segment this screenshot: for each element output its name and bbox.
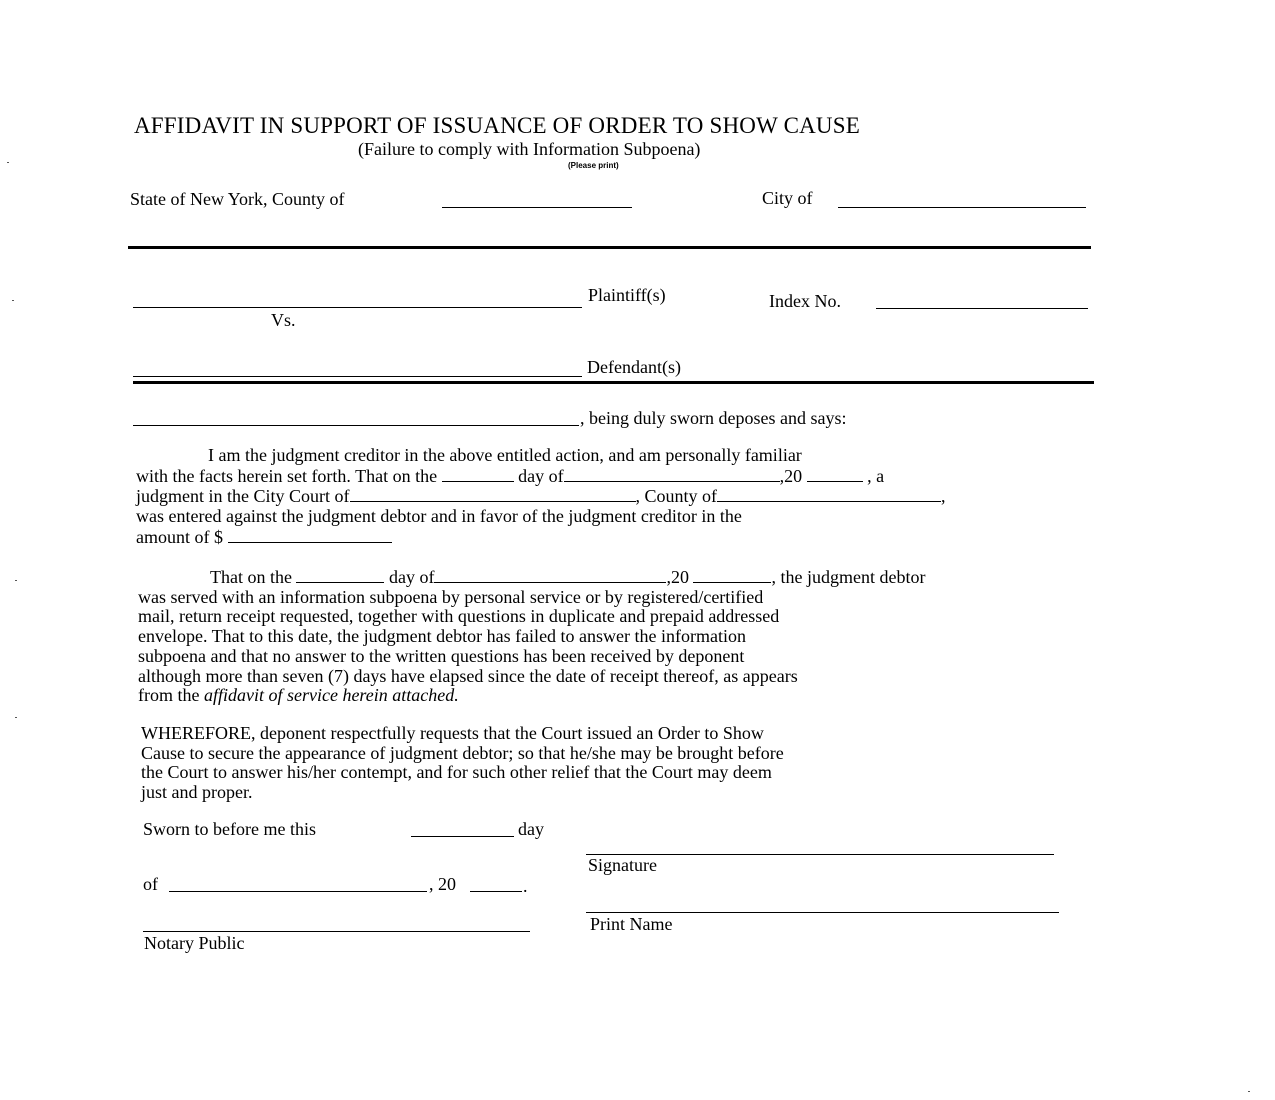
p2-l7-text-b: affidavit of service herein attached. — [203, 685, 459, 706]
p1-year-field[interactable] — [807, 466, 863, 482]
p2-l1-text-d: , the judgment debtor — [771, 567, 926, 587]
county-field[interactable] — [442, 207, 632, 208]
scan-speck — [7, 162, 9, 163]
p1-day-field[interactable] — [442, 466, 514, 482]
defendant-label: Defendant(s) — [587, 357, 681, 377]
sworn-label: Sworn to before me this — [143, 819, 316, 839]
p1-month-field[interactable] — [564, 466, 780, 482]
p1-l3-text-a: judgment in the City Court of — [136, 486, 350, 507]
city-label: City of — [762, 188, 813, 208]
sworn-day-label: day — [518, 819, 544, 839]
p1-l3-text-b: , County of — [635, 486, 718, 507]
p2-l1-text-a: That on the — [210, 567, 292, 587]
p3-line-1: WHEREFORE, deponent respectfully requests that the Court issued an Order to Show — [141, 723, 764, 743]
plaintiff-label: Plaintiff(s) — [588, 285, 666, 305]
document-title: AFFIDAVIT IN SUPPORT OF ISSUANCE OF ORDER TO SHOW CAUSE — [134, 113, 860, 138]
vs-label: Vs. — [271, 310, 296, 330]
p1-l2-text-b: day of — [518, 465, 564, 486]
p1-line-2 — [136, 466, 946, 487]
sworn-month-field[interactable] — [169, 891, 427, 892]
scan-speck — [12, 300, 14, 301]
p1-line-4: was entered against the judgment debtor and in favor of the judgment creditor in the — [136, 506, 742, 527]
p2-line-5: subpoena and that no answer to the written questions has been received by deponent — [138, 645, 745, 666]
p2-line-2: was served with an information subpoena by personal service or by registered/certified — [138, 586, 764, 607]
p2-l1-text-b: day of — [388, 567, 435, 587]
signature-label: Signature — [588, 855, 657, 875]
sworn-year-field[interactable] — [470, 891, 522, 892]
p2-day-field[interactable] — [296, 567, 384, 583]
deponent-sworn-text: , being duly sworn deposes and says: — [580, 408, 847, 428]
p1-l2-text-a: with the facts herein set forth. That on the — [136, 465, 438, 486]
p2-line-7 — [138, 686, 925, 706]
p3-line-4: just and proper. — [141, 782, 253, 803]
p1-line-3 — [136, 486, 946, 507]
sworn-year-period: . — [523, 876, 528, 896]
sworn-year-label: , 20 — [429, 874, 456, 894]
p2-line-4: envelope. That to this date, the judgment debtor has failed to answer the information — [138, 626, 747, 647]
document-subtitle: (Failure to comply with Information Subpoena) — [358, 139, 701, 159]
sworn-day-field[interactable] — [411, 836, 514, 837]
scan-speck — [1248, 1091, 1250, 1092]
notary-public-label: Notary Public — [144, 933, 245, 953]
sworn-of-label: of — [143, 874, 158, 894]
plaintiff-field[interactable] — [133, 307, 582, 308]
p1-line-1: I am the judgment creditor in the above entitled action, and am personally familiar — [208, 445, 802, 465]
separator-rule — [128, 246, 1091, 249]
scan-speck — [15, 580, 17, 581]
index-number-field[interactable] — [876, 308, 1088, 309]
p2-l1-text-c: ,20 — [666, 567, 689, 587]
scan-speck — [15, 717, 17, 718]
p2-line-6: although more than seven (7) days have elapsed since the date of receipt thereof, as appears — [138, 665, 798, 686]
paragraph-3 — [141, 724, 784, 803]
state-county-label: State of New York, County of — [130, 189, 345, 209]
p1-city-court-field[interactable] — [350, 486, 636, 502]
notary-signature-field[interactable] — [143, 931, 530, 932]
defendant-field[interactable] — [133, 376, 582, 377]
index-number-label: Index No. — [769, 291, 841, 311]
p3-line-3: the Court to answer his/her contempt, and for such other relief that the Court may deem — [141, 762, 772, 783]
p2-line-3: mail, return receipt requested, together with questions in duplicate and prepaid addressed — [138, 606, 780, 627]
print-name-field[interactable] — [586, 912, 1059, 913]
p2-line-1 — [138, 567, 925, 588]
p2-year-field[interactable] — [693, 567, 771, 583]
p2-l7-text-a: from the — [138, 685, 200, 706]
p2-month-field[interactable] — [434, 567, 666, 583]
p3-line-2: Cause to secure the appearance of judgment debtor; so that he/she may be brought before — [141, 742, 784, 763]
please-print-note: (Please print) — [568, 161, 619, 170]
deponent-name-field[interactable] — [133, 425, 579, 426]
paragraph-2 — [138, 567, 925, 706]
p1-l2-text-d: , a — [867, 465, 885, 486]
caption-bottom-rule — [133, 381, 1094, 384]
p1-l3-text-c: , — [941, 486, 946, 507]
p1-county-field[interactable] — [717, 486, 941, 502]
city-field[interactable] — [838, 207, 1086, 208]
paragraph-1 — [136, 446, 946, 548]
p1-l5-text: amount of $ — [136, 526, 223, 547]
p1-line-5 — [136, 527, 946, 548]
p1-amount-field[interactable] — [228, 527, 392, 543]
print-name-label: Print Name — [590, 914, 673, 934]
p1-l2-text-c: ,20 — [779, 465, 803, 486]
